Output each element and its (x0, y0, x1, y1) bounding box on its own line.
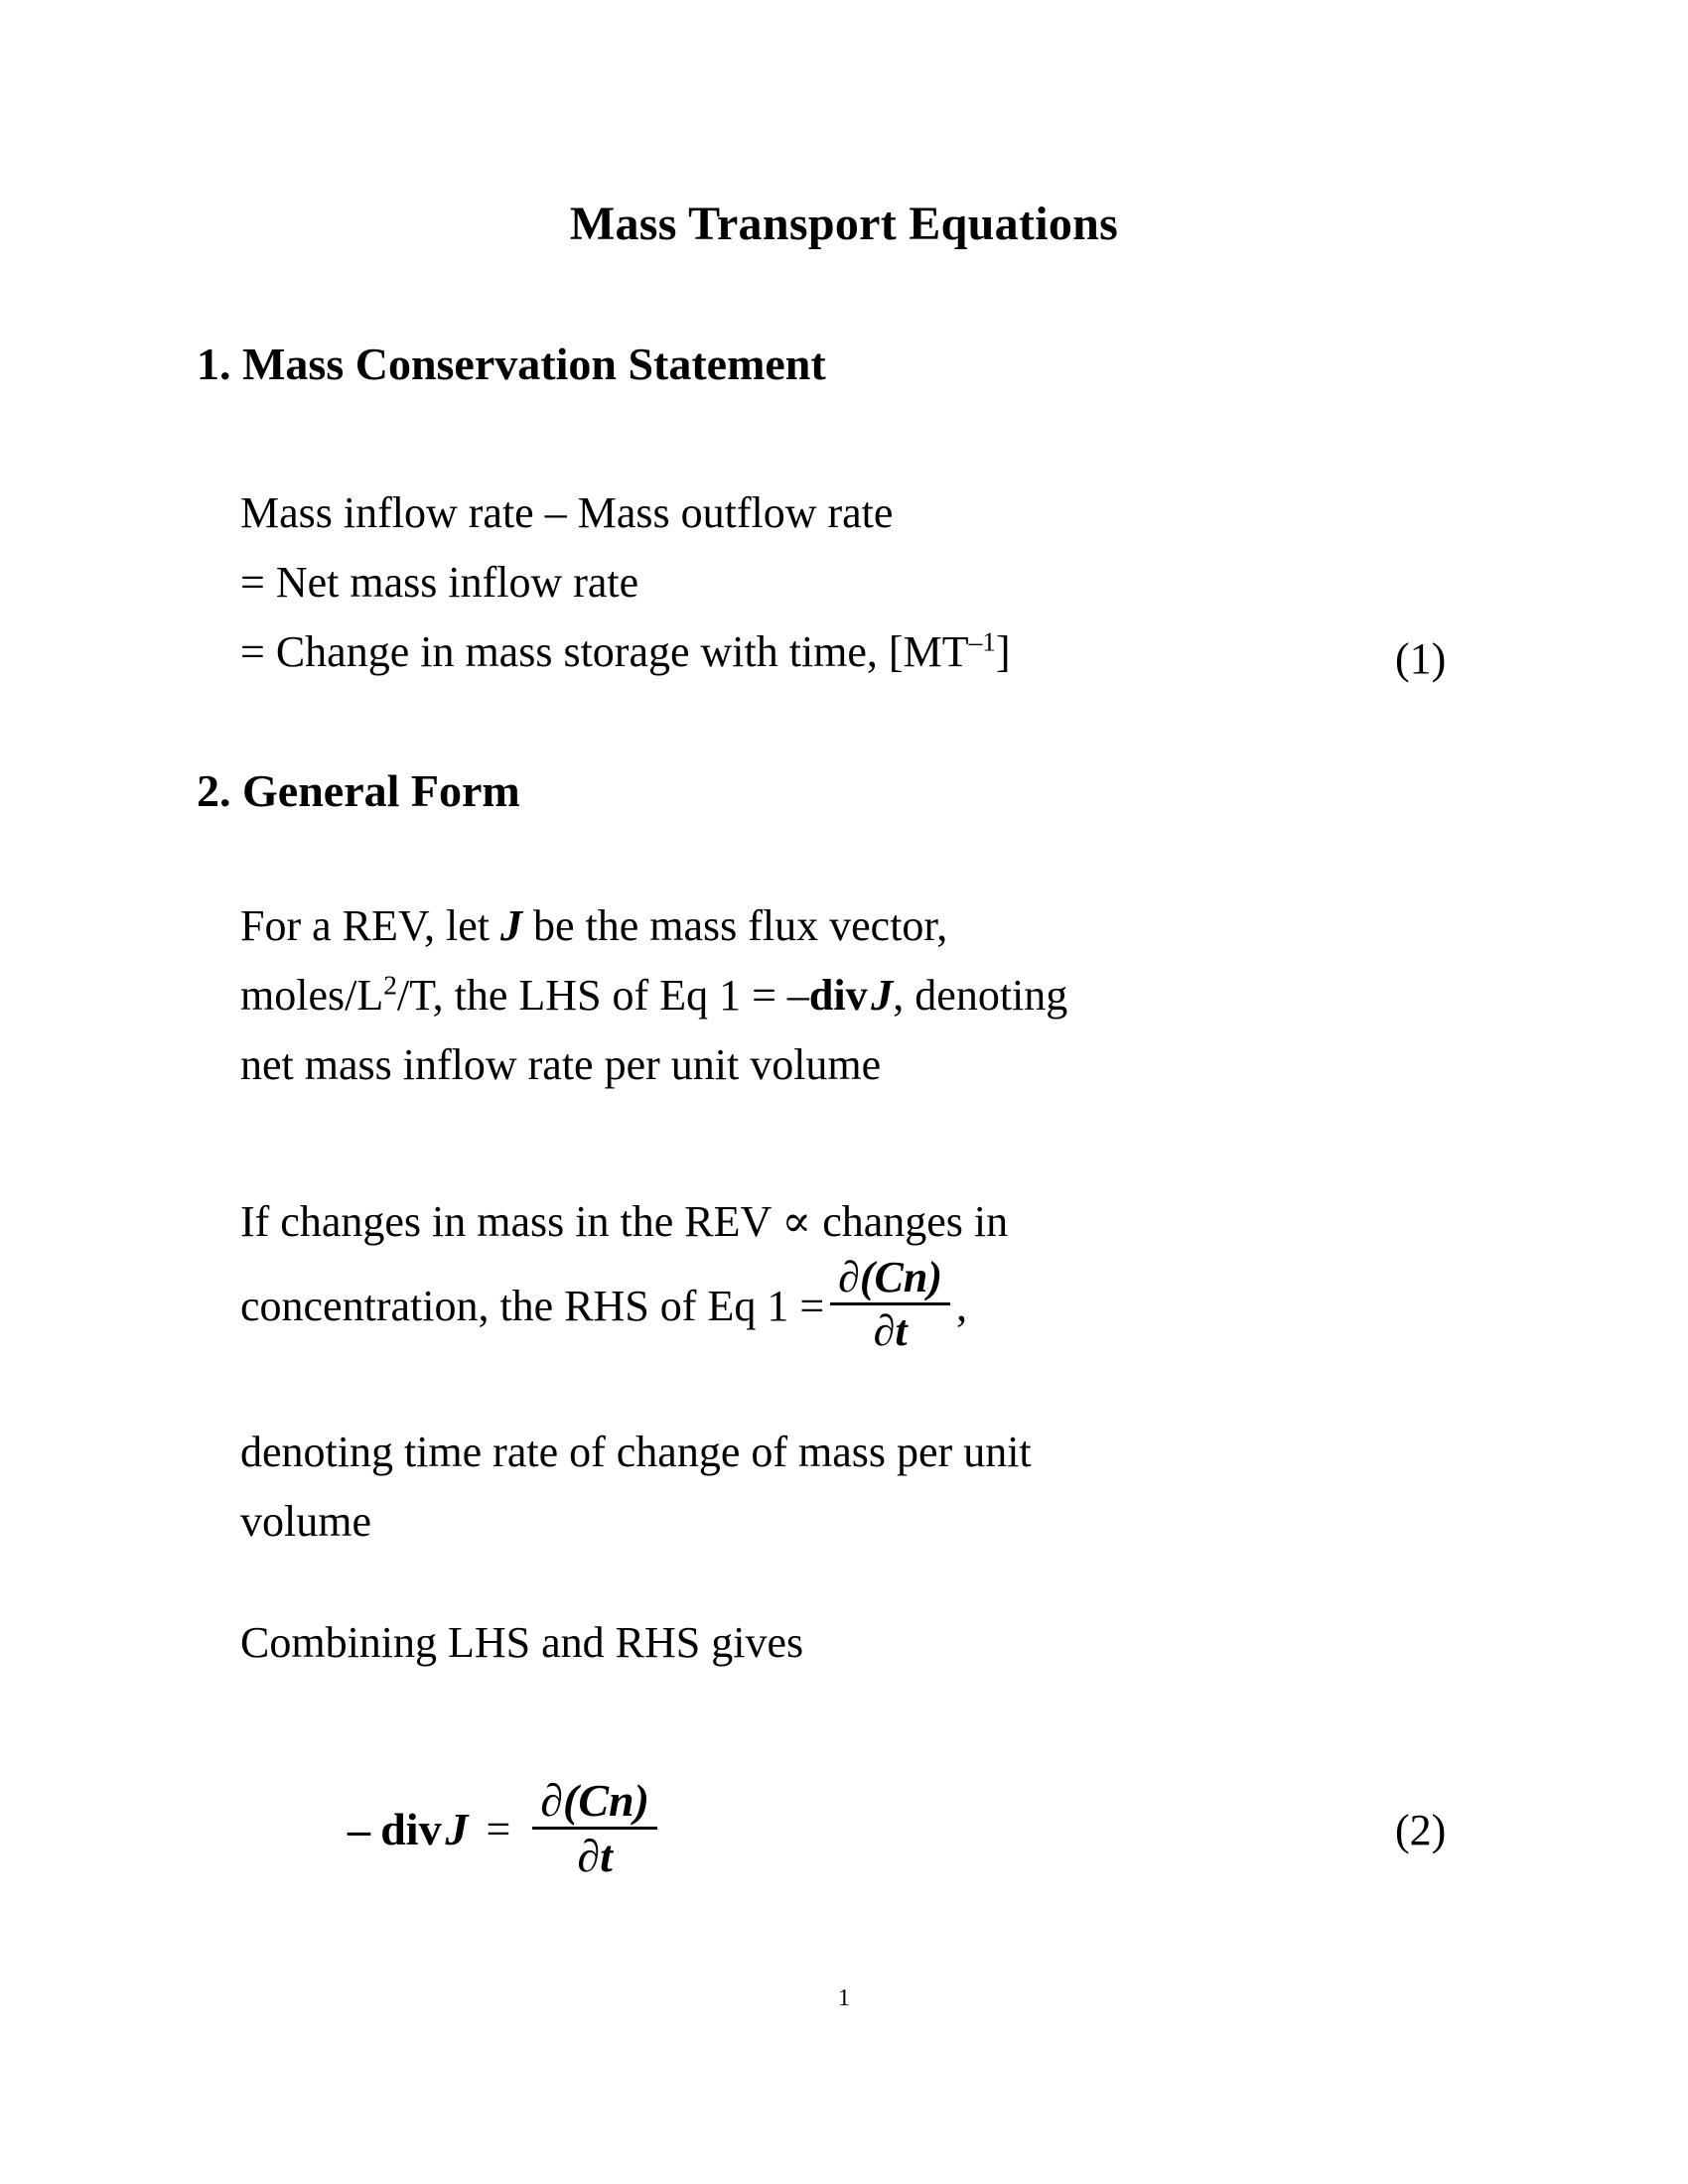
units-exponent: –1 (968, 626, 996, 657)
divergence-operator: div (808, 971, 868, 1020)
rev-line-3: net mass inflow rate per unit volume (240, 1040, 882, 1089)
equation-lhs (348, 1803, 468, 1855)
minus-sign: – (348, 1803, 371, 1854)
mass-conservation-block (240, 478, 1531, 687)
section-heading-general-form: 2. General Form (197, 765, 520, 816)
length-exponent: 2 (383, 970, 397, 1001)
numerator-expression-eq2: (Cn) (563, 1775, 649, 1826)
display-fraction-dCn-dt (532, 1777, 657, 1881)
ifchanges-line-1: If changes in mass in the REV ∝ changes in (240, 1197, 1009, 1246)
page-title: Mass Transport Equations (569, 198, 1119, 250)
denominator-expression-eq2: t (600, 1831, 613, 1882)
conservation-line-inflow-minus-outflow: Mass inflow rate – Mass outflow rate (240, 488, 894, 537)
fraction-denominator-eq2 (532, 1830, 657, 1880)
rev-units-moles: moles/L (240, 971, 384, 1020)
rev-line-1 (240, 891, 1452, 961)
ifchanges-line-2 (240, 1253, 1511, 1356)
combining-paragraph (240, 1608, 1452, 1678)
conservation-line-storage-change (240, 617, 1531, 687)
numerator-expression: (Cn) (859, 1253, 943, 1301)
page-number: 1 (838, 1985, 850, 2011)
inline-fraction-dCn-dt (830, 1255, 950, 1354)
partial-symbol-numerator: ∂ (838, 1253, 860, 1301)
denoting-line-2: volume (240, 1497, 371, 1546)
rev-line-2 (240, 961, 1452, 1030)
fraction-numerator-eq2 (532, 1777, 657, 1830)
trailing-comma: , (956, 1282, 968, 1331)
rev-paragraph (240, 891, 1452, 1100)
partial-symbol-denominator-eq2: ∂ (577, 1831, 601, 1882)
rev-text-after-J: be the mass flux vector, (521, 901, 948, 950)
rev-text-before-J: For a REV, let (240, 901, 500, 950)
fraction-numerator (830, 1255, 950, 1305)
rev-denoting-text: , denoting (893, 971, 1068, 1020)
rhs-text: concentration, the RHS of Eq 1 = (240, 1282, 825, 1331)
denominator-expression: t (895, 1306, 908, 1356)
display-equation-2 (348, 1777, 657, 1881)
section-heading-mass-conservation: 1. Mass Conservation Statement (197, 339, 826, 389)
flux-vector-symbol: J (499, 901, 522, 950)
equation-number-1: (1) (1395, 634, 1447, 683)
flux-vector-symbol-2: J (871, 971, 894, 1020)
flux-vector-symbol-eq2: J (445, 1803, 469, 1854)
divergence-operator-eq2: div (380, 1803, 442, 1854)
conservation-storage-text: = Change in mass storage with time, [MT (240, 627, 969, 676)
fraction-denominator (830, 1305, 950, 1354)
ifchanges-paragraph (240, 1187, 1511, 1356)
equation-number-2: (2) (1395, 1806, 1447, 1854)
equals-sign: = (486, 1804, 511, 1853)
partial-symbol-numerator-eq2: ∂ (540, 1775, 563, 1826)
combining-line-1: Combining LHS and RHS gives (240, 1618, 804, 1667)
units-close-bracket: ] (995, 627, 1011, 676)
conservation-line-net-inflow: = Net mass inflow rate (240, 558, 639, 607)
denoting-paragraph (240, 1418, 1452, 1557)
partial-symbol-denominator: ∂ (873, 1306, 896, 1356)
denoting-line-1: denoting time rate of change of mass per unit (240, 1428, 1032, 1476)
rev-lhs-text: /T, the LHS of Eq 1 = – (396, 971, 809, 1020)
